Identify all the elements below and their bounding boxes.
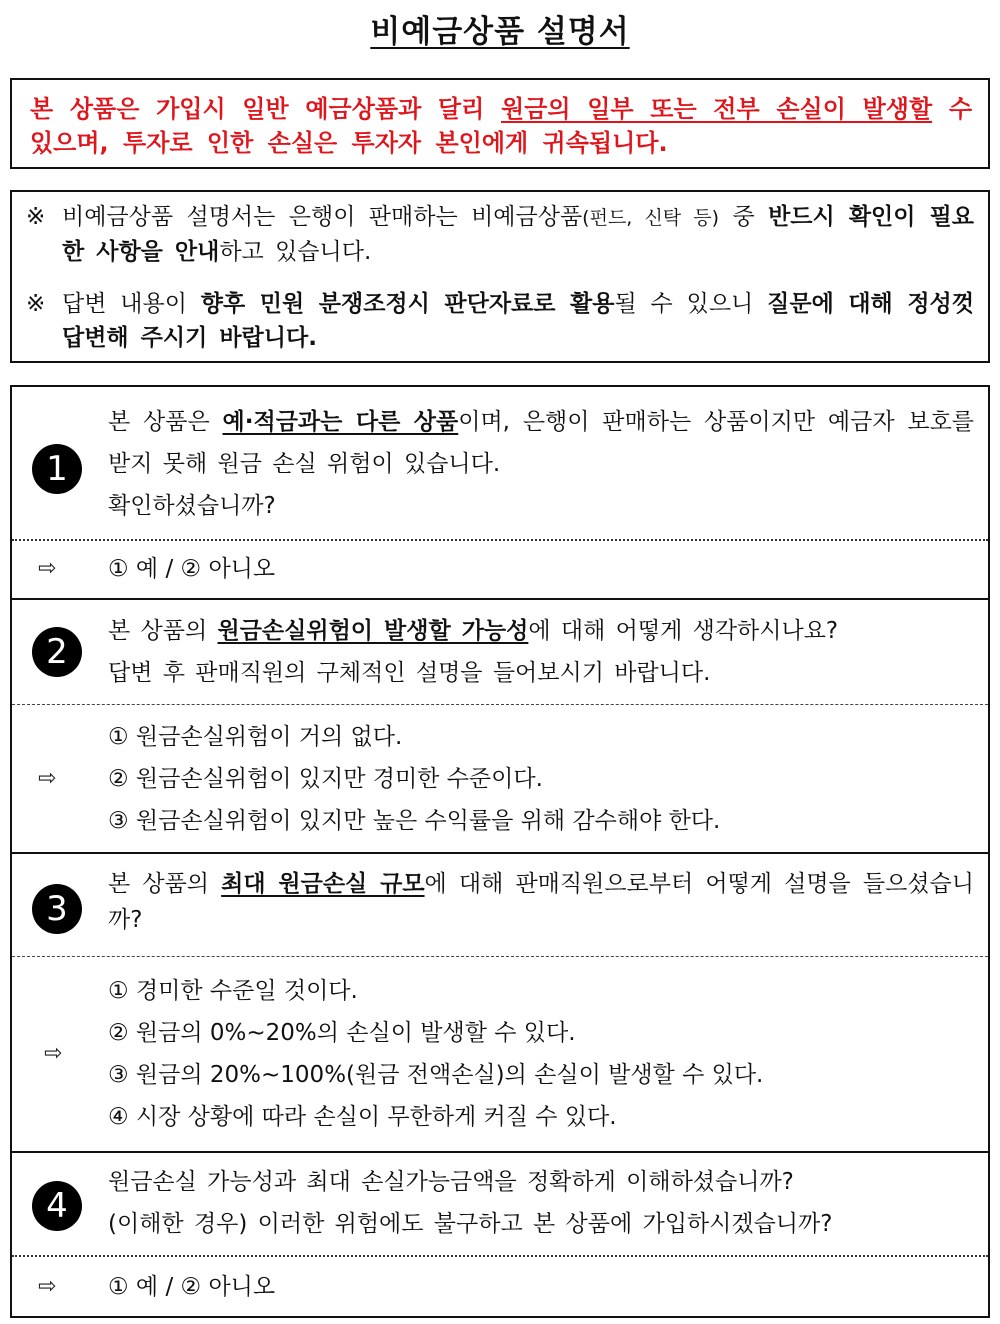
notice-item: ※ 비예금상품 설명서는 은행이 판매하는 비예금상품(펀드, 신탁 등) 중 반드시 확인이 필요한 사항을 안내하고 있습니다. [26,200,974,269]
arrow-right-icon: ⇨ [38,1274,57,1299]
question-3-text: 본 상품의 최대 원금손실 규모에 대해 판매직원으로부터 어떻게 설명을 들으셨습니까? [108,871,974,933]
answer-option[interactable]: ② 원금의 0%~20%의 손실이 발생할 수 있다. [108,1020,576,1046]
answer-option[interactable]: ① 예 / ② 아니오 [108,556,276,582]
document-title: 비예금상품 설명서 [370,14,630,50]
question-number-3-icon: 3 [32,884,82,934]
arrow-right-icon: ⇨ [38,556,57,581]
question-1 [12,387,988,539]
answer-option[interactable]: ② 원금손실위험이 있지만 경미한 수준이다. [108,766,543,792]
question-number-2-icon: 2 [32,627,82,677]
question-4 [12,1153,988,1255]
divider [12,704,988,705]
answer-4 [12,1257,988,1316]
warning-box [10,78,990,169]
notice-item: ※ 답변 내용이 향후 민원 분쟁조정시 판단자료로 활용될 수 있으니 질문에 대해 정성껏 답변해 주시기 바랍니다. [26,287,974,355]
question-number-4-icon: 4 [32,1181,82,1231]
question-3 [12,854,988,956]
arrow-right-icon: ⇨ [44,1041,63,1066]
questions-box [10,385,990,1318]
answer-option[interactable]: ③ 원금손실위험이 있지만 높은 수익률을 위해 감수해야 한다. [108,808,721,834]
reference-mark-icon: ※ [26,204,46,230]
divider [12,956,988,957]
question-4-text: 원금손실 가능성과 최대 손실가능금액을 정확하게 이해하셨습니까? (이해한 경우) 이러한 위험에도 불구하고 본 상품에 가입하시겠습니까? [108,1169,833,1237]
answer-option[interactable]: ① 원금손실위험이 거의 없다. [108,724,403,750]
question-number-1-icon: 1 [32,444,82,494]
answer-option[interactable]: ① 경미한 수준일 것이다. [108,978,358,1004]
arrow-right-icon: ⇨ [38,766,57,791]
answer-1 [12,541,988,597]
answer-option[interactable]: ① 예 / ② 아니오 [108,1274,276,1300]
question-1-text: 본 상품은 예·적금과는 다른 상품이며, 은행이 판매하는 상품이지만 예금자 보호를 받지 못해 원금 손실 위험이 있습니다. 확인하셨습니까? [108,409,975,519]
question-2 [12,600,988,704]
answer-2 [12,706,988,852]
warning-underlined-text: 원금의 일부 또는 전부 손실이 발생할 [501,95,933,123]
reference-mark-icon: ※ [26,291,46,317]
answer-3 [12,958,988,1150]
warning-text: 본 상품은 가입시 일반 예금상품과 달리 원금의 일부 또는 전부 손실이 발생할 수 있으며, 투자로 인한 손실은 투자자 본인에게 귀속됩니다. [30,95,972,157]
notice-box [10,190,990,363]
answer-option[interactable]: ③ 원금의 20%~100%(원금 전액손실)의 손실이 발생할 수 있다. [108,1062,764,1088]
answer-option[interactable]: ④ 시장 상황에 따라 손실이 무한하게 커질 수 있다. [108,1104,617,1130]
question-2-text: 본 상품의 원금손실위험이 발생할 가능성에 대해 어떻게 생각하시나요? 답변 후 판매직원의 구체적인 설명을 들어보시기 바랍니다. [108,618,839,686]
